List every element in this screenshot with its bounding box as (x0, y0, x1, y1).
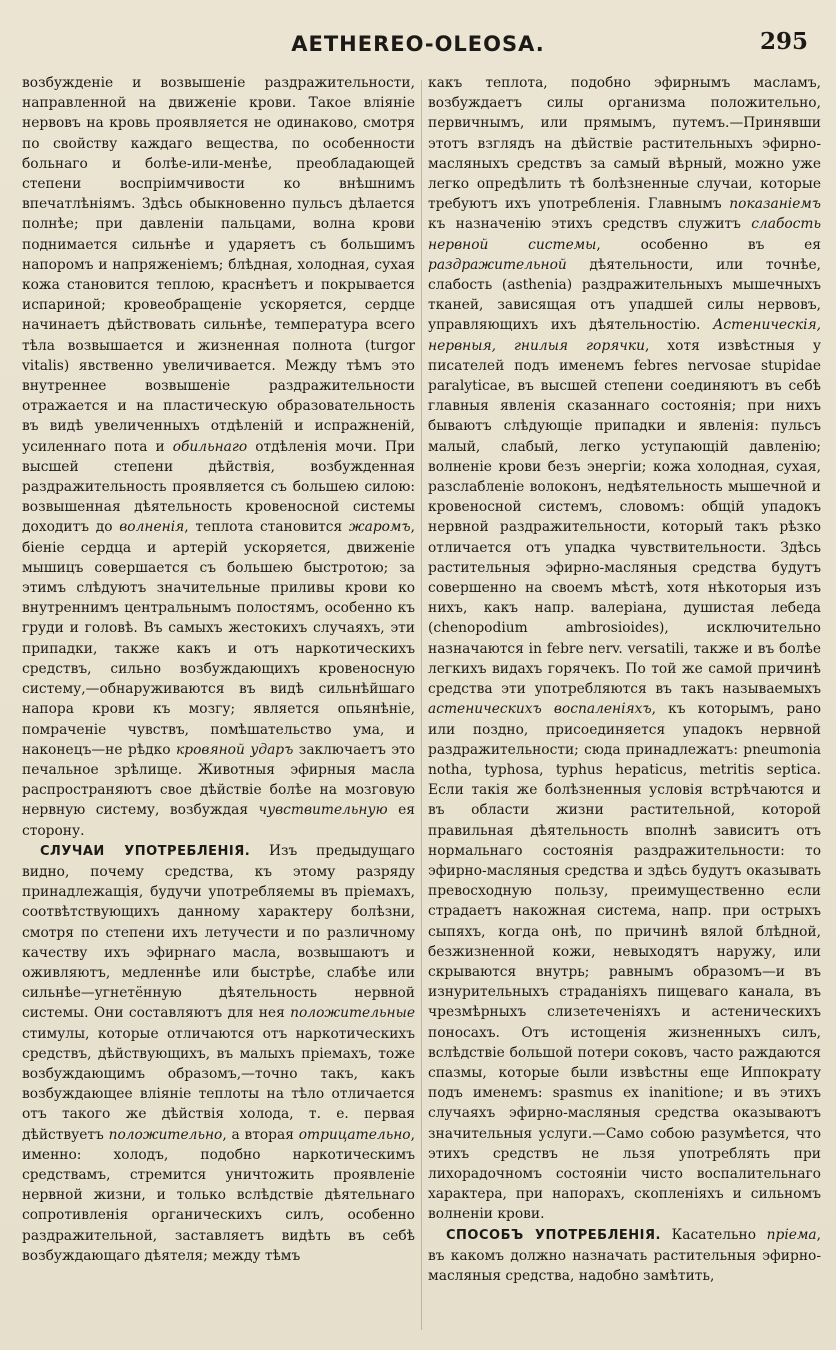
paragraph-usage-cases: СЛУЧАИ УПОТРЕБЛЕНІЯ. Изъ предыдущаго видно, почему средства, къ этому разряду принадлежащія, будучи употребляемы въ пріемахъ, соотвѣтствующихъ данному характеру болѣзни, смотря по степени ихъ летучести и по различному качеству ихъ эфирнаго масла, возвышаютъ и оживляютъ, медленнѣе или быстрѣе, слабѣе или сильнѣе—угнетённую дѣятельность нервной системы. Они составляютъ для нея положительные стимулы, которые отличаются отъ наркотическихъ средствъ, дѣйствующихъ, въ малыхъ пріемахъ, тоже возбуждающимъ образомъ,—точно такъ, какъ возбуждающее вліяніе теплоты на тѣло отличается отъ такого же дѣйствія холода, т. е. первая дѣйствуетъ положительно, а вторая отрицательно, именно: холодъ, подобно наркотическимъ средствамъ, стремится уничтожить проявленіе нервной жизни, и только вслѣдствіе дѣятельнаго сопротивленія органическихъ силъ, особенно раздражительной, заставляетъ видѣть въ себѣ возбуждающаго дѣятеля; между тѣмъ (22, 842, 415, 1264)
page-number: 295 (759, 28, 808, 55)
section-heading: СЛУЧАИ УПОТРЕБЛЕНІЯ. (40, 843, 251, 859)
left-column (22, 73, 415, 1335)
section-heading: СПОСОБЪ УПОТРЕБЛЕНІЯ. (446, 1227, 661, 1243)
paragraph: какъ теплота, подобно эфирнымъ масламъ, возбуждаетъ силы организма положительно, первичнымъ, или прямымъ, путемъ.—Принявши этотъ взглядъ на дѣйствіе растительныхъ эфирно-масляныхъ средствъ за самый вѣрный, можно уже легко опредѣлить тѣ болѣзненные случаи, которые требуютъ ихъ употребленія. Главнымъ показаніемъ къ назначенію этихъ средствъ служитъ слабость нервной системы, особенно въ ея раздражительной дѣятельности, или точнѣе, слабость (asthenia) раздражительныхъ мышечныхъ тканей, зависящая отъ упадшей силы нервовъ, управляющихъ ихъ дѣятельностію. Астеническія, нервныя, гнилыя горячки, хотя извѣстныя у писателей подъ именемъ febres nervosae stupidae paralyticae, въ высшей степени соединяютъ въ себѣ главныя явленія сказаннаго состоянія; при нихъ бываютъ слѣдующіе припадки и явленія: пульсъ малый, слабый, легко уступающій давленію; волненіе крови безъ энергіи; кожа холодная, сухая, разслабленіе волоконъ, недѣятельность мышечной и кровеносной системъ, словомъ: общій упадокъ нервной раздражительности, который такъ рѣзко отличается отъ упадка чувствительности. Здѣсь растительныя эфирно-масляныя средства будутъ совершенно на своемъ мѣстѣ, хотя нѣкоторыя изъ нихъ, какъ напр. валеріана, душистая лебеда (chenopodium ambrosioides), исключительно назначаются in febre nerv. versatili, также и въ болѣе легкихъ видахъ горячекъ. По той же самой причинѣ средства эти употребляются въ такъ называемыхъ астеническихъ воспаленіяхъ, къ которымъ, рано или поздно, присоединяется упадокъ нервной раздражительности; сюда принадлежатъ: pneumonia notha, typhosa, typhus hepaticus, metritis septica. Если такія же болѣзненныя условія встрѣчаются и въ области жизни растительной, которой правильная дѣятельность вполнѣ зависитъ отъ нормальнаго состоянія раздражительности: то эфирно-масляныя средства и здѣсь будутъ оказывать превосходную пользу, преимущественно если страдаетъ накожная система, напр. при острыхъ сыпяхъ, когда онѣ, по причинѣ вялой блѣдной, безжизненной кожи, невыходятъ наружу, или скрываются внутрь; равнымъ образомъ—и въ изнурительныхъ страданіяхъ пищеваго канала, въ чрезмѣрныхъ слизетеченіяхъ и астеническихъ поносахъ. Отъ истощенія жизненныхъ силъ, вслѣдствіе большой потери соковъ, часто раждаются спазмы, которые были извѣстны еще Иппократу подъ именемъ: spasmus ex inanitione; и въ этихъ случаяхъ эфирно-масляныя средства оказываютъ значительныя услуги.—Само собою разумѣется, что этихъ средствъ не льзя употреблять при лихорадочномъ состояніи чисто воспалительнаго характера, при напорахъ, скопленіяхъ и сильномъ волненіи крови. (428, 75, 821, 1223)
column-divider (421, 80, 422, 1330)
paragraph-usage-method: СПОСОБЪ УПОТРЕБЛЕНІЯ. Касательно пріема, въ какомъ должно назначать растительныя эфирно-масляныя средства, надобно замѣтить, (428, 1226, 821, 1284)
paragraph: возбужденіе и возвышеніе раздражительности, направленной на движеніе крови. Такое вліяніе нервовъ на кровь проявляется не одинаково, смотря по свойству каждаго вещества, по особенности больнаго и болѣе-или-менѣе, преобладающей степени воспріимчивости ко внѣшнимъ впечатлѣніямъ. Здѣсь обыкновенно пульсъ дѣлается полнѣе; при давленіи пальцами, волна крови поднимается сильнѣе и ударяетъ съ большимъ напоромъ и напряженіемъ; блѣдная, холодная, сухая кожа становится теплою, краснѣетъ и покрывается испариной; кровеобращеніе ускоряется, сердце начинаетъ дѣйствовать сильнѣе, температура всего тѣла возвышается и жизненная полнота (turgor vitalis) явственно увеличивается. Между тѣмъ это внутреннее возвышеніе раздражительности отражается и на пластическую образовательность въ видѣ увеличенныхъ отдѣленій и испражненій, усиленнаго пота и обильнаго отдѣленія мочи. При высшей степени дѣйствія, возбужденная раздражительность проявляется съ большею силою: возвышенная дѣятельность кровеносной системы доходитъ до волненія, теплота становится жаромъ, біеніе сердца и артерій ускоряется, движеніе мышицъ совершается съ большею быстротою; за этимъ слѣдуютъ значительные приливы крови ко внутреннимъ центральнымъ полостямъ, особенно къ груди и головѣ. Въ самыхъ жестокихъ случаяхъ, эти припадки, также какъ и отъ наркотическихъ средствъ, сильно возбуждающихъ кровеносную систему,—обнаруживаются въ видѣ сильнѣйшаго напора крови къ мозгу; является опьянѣніе, помраченіе чувствъ, помѣшательство ума, и наконецъ—не рѣдко кровяной ударъ заключаетъ это печальное зрѣлище. Животныя эфирныя масла распространяютъ свое дѣйствіе болѣе на мозговую нервную систему, возбуждая чувствительную ея сторону. (22, 75, 415, 839)
page-header (0, 28, 836, 64)
right-column (428, 73, 821, 1335)
running-title: AETHEREO-OLEOSA. (291, 32, 545, 56)
